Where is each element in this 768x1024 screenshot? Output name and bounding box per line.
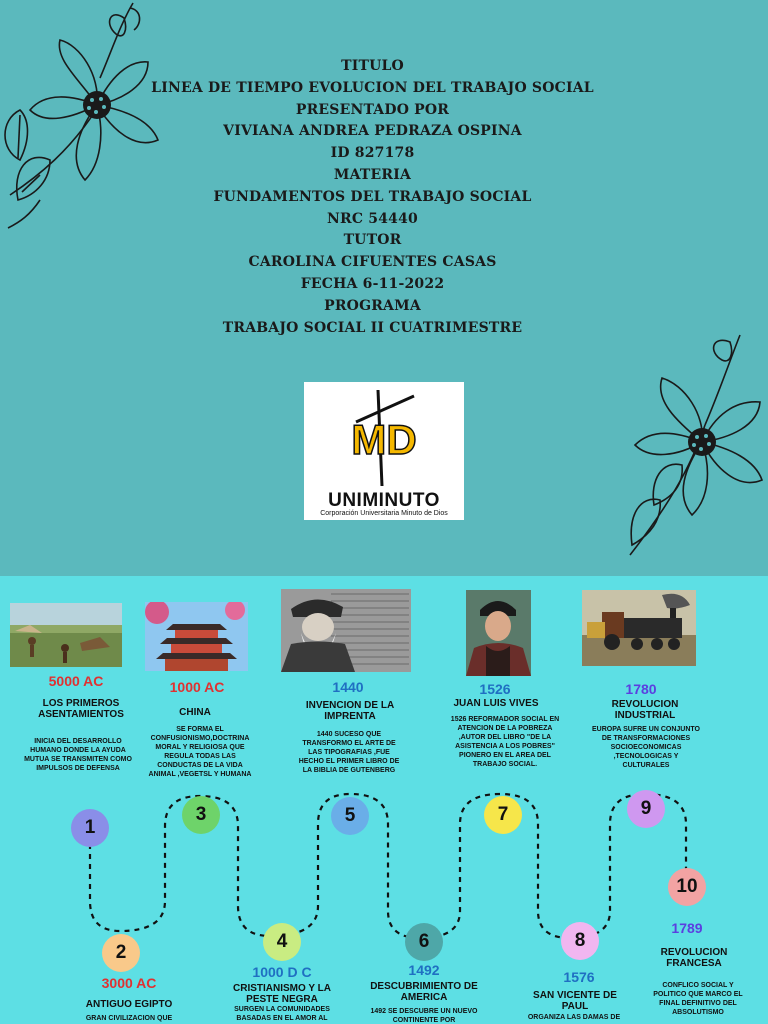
event-year: 1576 [563,969,595,985]
header-line: NRC 54440 [327,210,418,227]
event-title: SAN VICENTE DE PAUL [533,990,617,1012]
event-description: GRAN CIVILIZACION QUE [85,1015,173,1022]
event-title: ANTIGUO EGIPTO [85,999,173,1010]
event-description: SURGEN LA COMUNIDADES BASADAS EN EL AMOR AL [234,1006,330,1022]
timeline-node-9: 9 [627,790,665,828]
event-title: LOS PRIMEROS ASENTAMIENTOS [38,698,124,720]
timeline-node-6: 6 [405,923,443,961]
event-year: 1780 [625,681,657,697]
event-description: SE FORMA EL CONFUSIONISMO,DOCTRINA MORAL Y RELIGIOSA QUE REGULA TODAS LAS CONDUCTAS DE LA VIDA ANIMAL ,VEGETSL Y HUMANA [148,726,252,778]
event-description: INICIA DEL DESARROLLO HUMANO DONDE LA AYUDA MUTUA SE TRANSMITEN COMO IMPULSOS DE DEFENSA [24,738,132,772]
event-title: REVOLUCION INDUSTRIAL [611,699,679,721]
logo-name: UNIMINUTO [328,490,440,511]
event-title: CRISTIANISMO Y LA PESTE NEGRA [233,983,331,1005]
cover-header [100,56,645,339]
timeline-node-5: 5 [331,797,369,835]
header-line: PROGRAMA [324,297,421,314]
timeline-node-3: 3 [182,796,220,834]
logo-subtitle: Corporación Universitaria Minuto de Dios [320,510,448,517]
event-description: 1492 SE DESCUBRE UN NUEVO CONTINENTE POR [370,1008,478,1024]
event-year: 5000 AC [48,673,104,689]
event-description: 1440 SUCESO QUE TRANSFORMO EL ARTE DE LAS TIPOGRAFIAS ,FUE HECHO EL PRIMER LIBRO DE LA BIBLIA DE GUTENBERG [298,731,400,774]
timeline-node-8: 8 [561,922,599,960]
gutenberg-portrait [281,589,411,672]
event-year: 1440 [332,679,364,695]
event-year: 1789 [671,920,703,936]
timeline-node-4: 4 [263,923,301,961]
md-monogram-icon [304,382,464,492]
header-line: TITULO [341,58,404,74]
logo-monogram: MD [351,416,417,463]
vives-portrait [466,590,531,676]
event-description: CONFLICO SOCIAL Y POLITICO QUE MARCO EL FINAL DEFINITIVO DEL ABSOLUTISMO [653,982,743,1016]
pagoda-photo [145,602,248,671]
event-year: 1526 [479,681,511,697]
locomotive-illustration [582,590,696,666]
header-line: TRABAJO SOCIAL II CUATRIMESTRE [222,319,523,336]
event-year: 3000 AC [101,975,157,991]
header-line: FUNDAMENTOS DEL TRABAJO SOCIAL [213,188,532,205]
event-title: CHINA [179,707,211,718]
event-year: 1000 AC [169,679,225,695]
timeline-node-2: 2 [102,934,140,972]
header-line: CAROLINA CIFUENTES CASAS [248,254,497,271]
event-year: 1000 D C [252,964,312,980]
event-description: 1526 REFORMADOR SOCIAL EN ATENCION DE LA POBREZA ,AUTOR DEL LIBRO "DE LA ASISTENCIA A LOS POBRES" PIONERO EN EL AREA DEL TRABAJO SOCIAL. [450,716,560,768]
event-description: ORGANIZA LAS DAMAS DE [527,1014,621,1021]
timeline-node-1: 1 [71,809,109,847]
event-title: JUAN LUIS VIVES [453,698,539,709]
uniminuto-logo [304,382,464,520]
header-line: MATERIA [333,166,412,183]
header-line: VIVIANA ANDREA PEDRAZA OSPINA [223,123,522,140]
header-line: FECHA 6-11-2022 [300,275,445,292]
timeline-node-7: 7 [484,796,522,834]
timeline-node-10: 10 [668,868,706,906]
event-title: REVOLUCION FRANCESA [660,947,728,969]
header-line: ID 827178 [330,145,415,162]
event-title: INVENCION DE LA IMPRENTA [305,700,395,722]
event-description: EUROPA SUFRE UN CONJUNTO DE TRANSFORMACIONES SOCIOECONOMICAS ,TECNOLOGICAS Y CULTURALES [592,726,700,769]
settlement-illustration [10,603,122,667]
event-year: 1492 [408,962,440,978]
flower-bottom-right-icon [590,330,768,570]
event-title: DESCUBRIMIENTO DE AMERICA [370,981,478,1003]
header-line: TUTOR [343,232,402,249]
header-line: PRESENTADO POR [295,101,450,118]
header-line: LINEA DE TIEMPO EVOLUCION DEL TRABAJO SOCIAL [151,79,594,96]
